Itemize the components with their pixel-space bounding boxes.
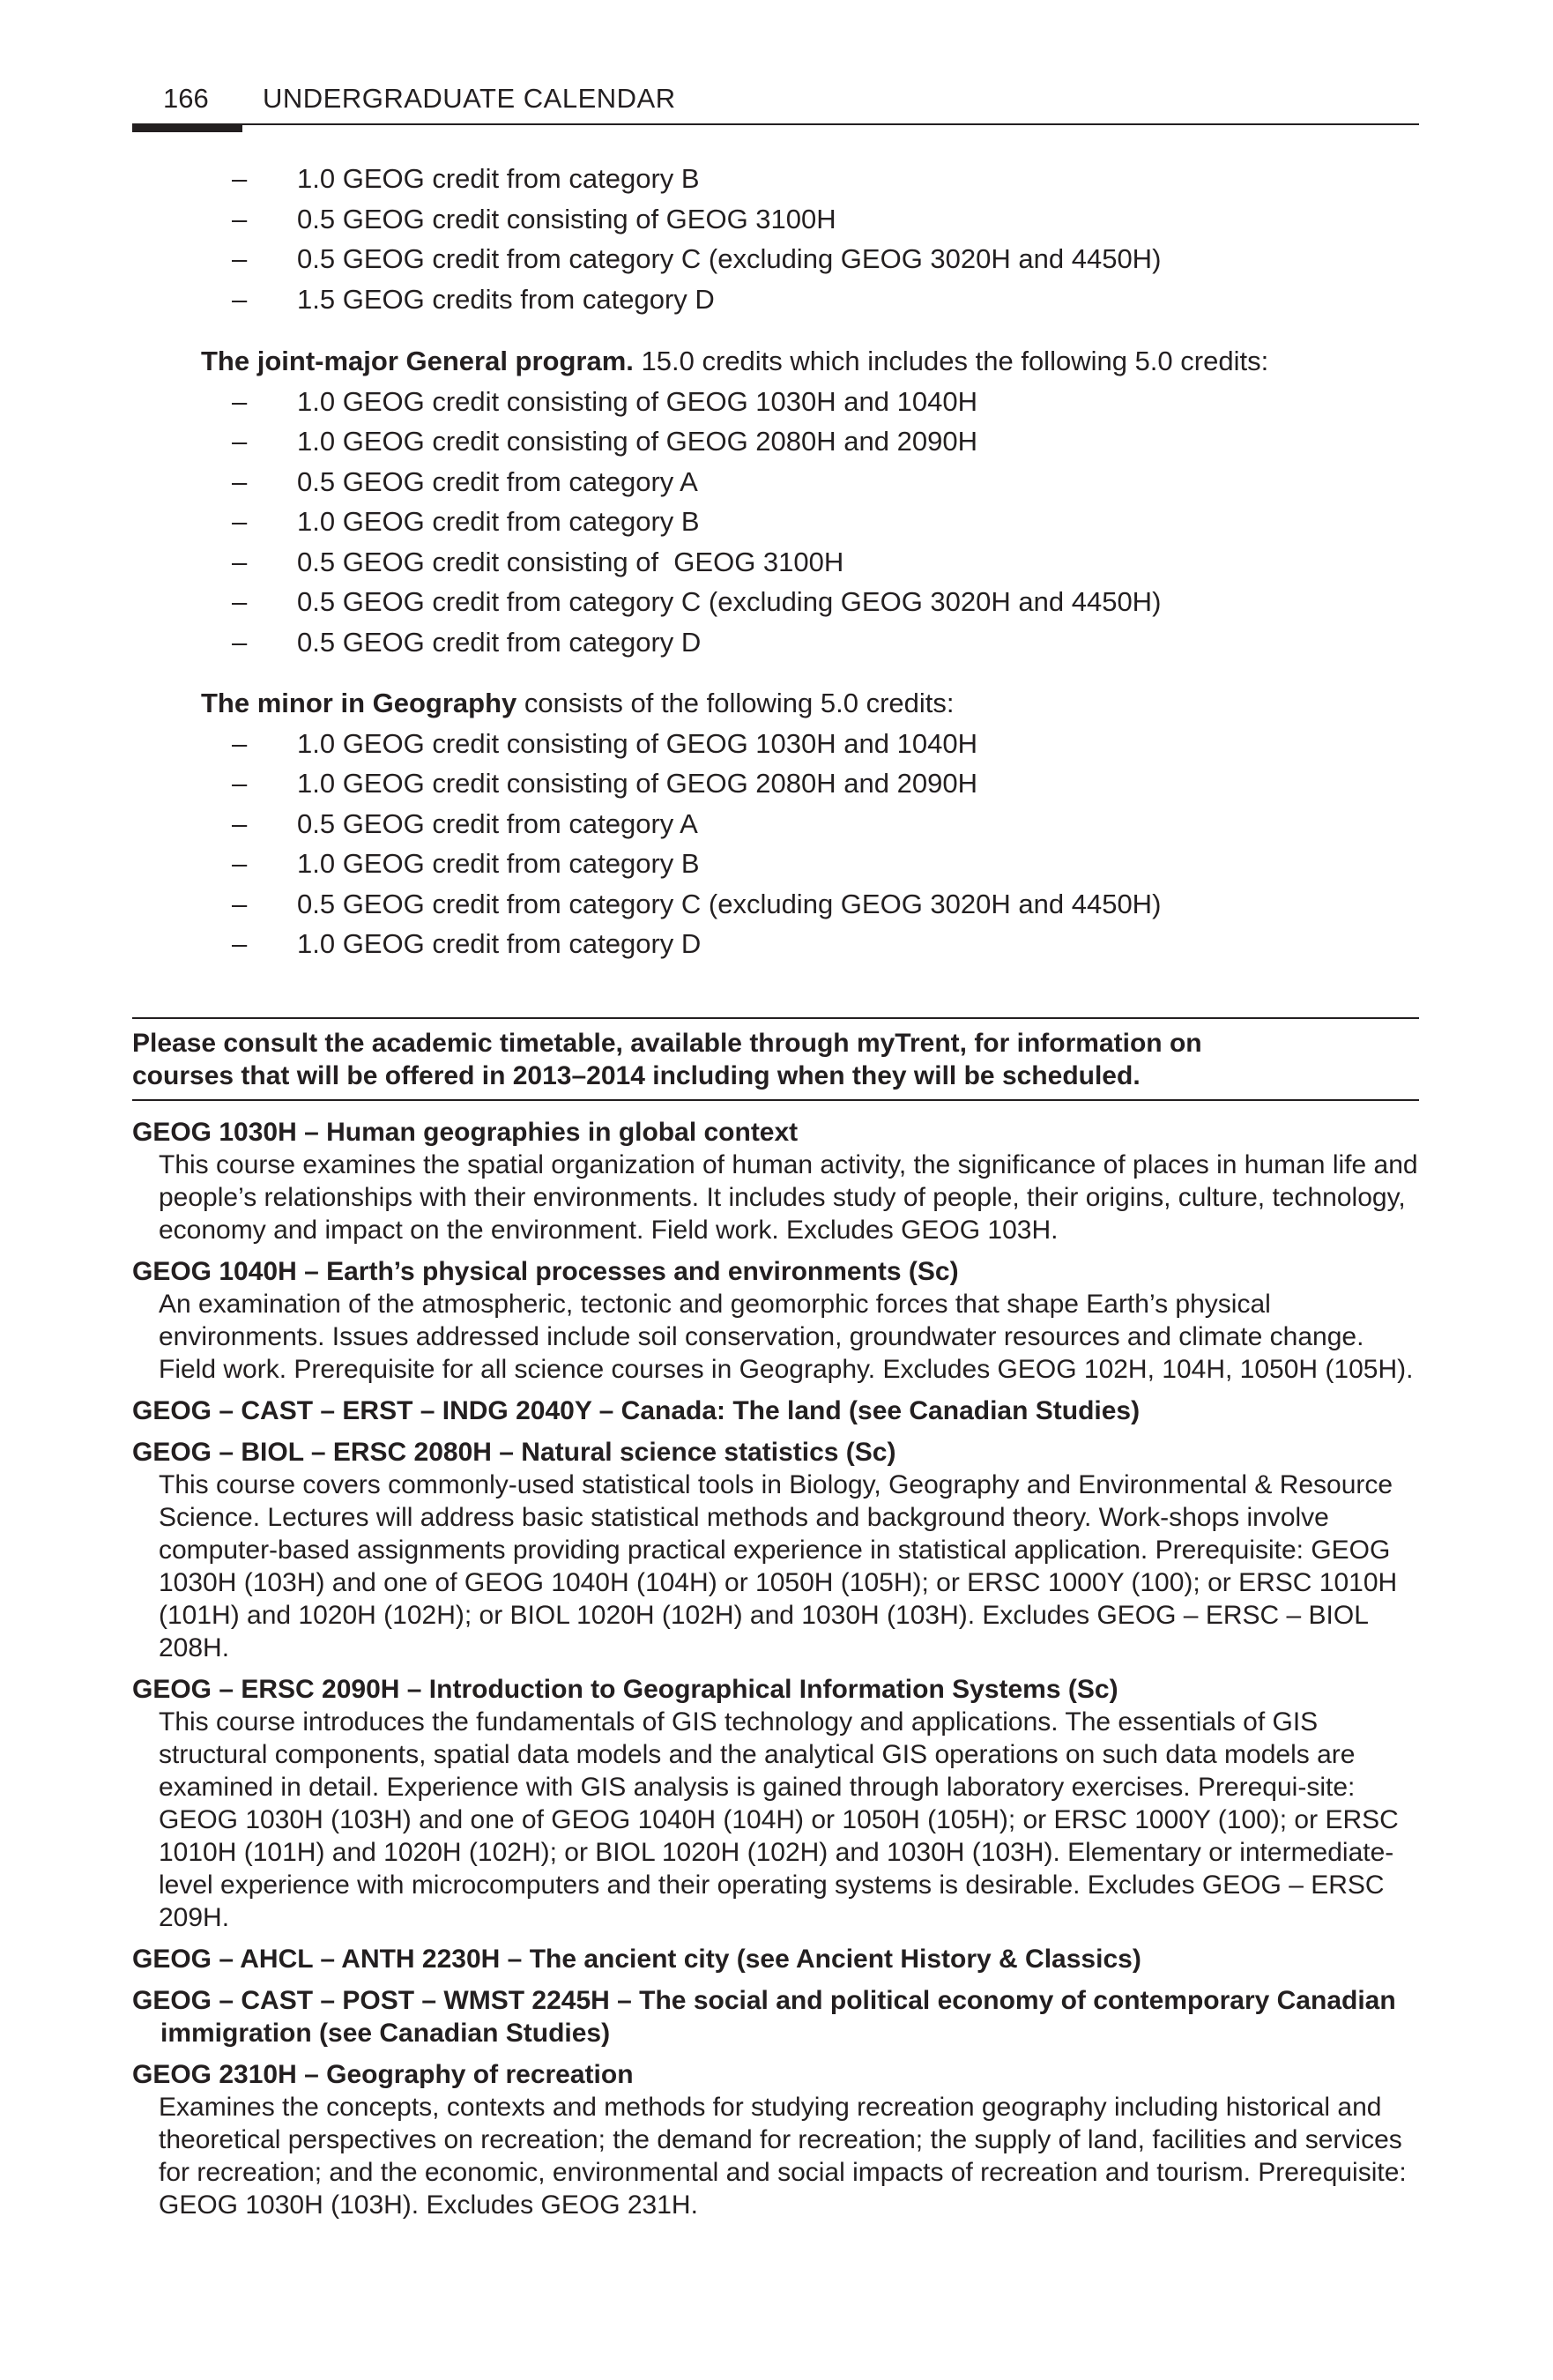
list-item [232, 279, 1417, 320]
dash: – [232, 888, 248, 919]
dash: – [232, 807, 248, 839]
list-item-text: 0.5 GEOG credit from category D [297, 626, 702, 658]
notice-line: Please consult the academic timetable, available through myTrent, for information on [132, 1029, 1202, 1058]
list-item [232, 763, 1417, 804]
program-name: The joint-major General program. [201, 346, 634, 376]
course-entry [132, 2058, 1419, 2221]
list-item-text: 1.0 GEOG credit consisting of GEOG 2080H and 2090H [297, 426, 977, 457]
course-entry [132, 1116, 1419, 1246]
list-item [232, 724, 1417, 764]
list-item-text: 0.5 GEOG credit from category C (excluding GEOG 3020H and 4450H) [297, 586, 1162, 617]
requirements-list [201, 724, 1417, 964]
continued-requirements [201, 159, 1417, 319]
course-title: GEOG 1040H – Earth’s physical processes and environments (Sc) [132, 1257, 959, 1286]
dash: – [232, 465, 248, 497]
course-title: GEOG – ERSC 2090H – Introduction to Geographical Information Systems (Sc) [132, 1675, 1118, 1704]
program-name: The minor in Geography [201, 688, 517, 718]
program-lead [201, 341, 1417, 382]
program-lead [201, 683, 1417, 724]
list-item-text: 1.5 GEOG credits from category D [297, 283, 715, 315]
notice-line: courses that will be offered in 2013–2014 including when they will be scheduled. [132, 1061, 1141, 1090]
list-item-text: 1.0 GEOG credit from category B [297, 848, 700, 879]
dash: – [232, 586, 248, 617]
program-summary: consists of the following 5.0 credits: [516, 688, 955, 718]
list-item [232, 542, 1417, 583]
requirements-list [201, 159, 1417, 319]
course-title: GEOG – CAST – ERST – INDG 2040Y – Canada: The land (see Canadian Studies) [132, 1396, 1141, 1425]
list-item-text: 0.5 GEOG credit consisting of GEOG 3100H [297, 546, 844, 577]
list-item-text: 0.5 GEOG credit from category C (excluding GEOG 3020H and 4450H) [297, 243, 1162, 274]
dash: – [232, 385, 248, 417]
list-item [232, 199, 1417, 240]
dash: – [232, 283, 248, 315]
course-entry [132, 1255, 1419, 1386]
list-item-text: 0.5 GEOG credit from category A [297, 807, 698, 839]
course-entry [132, 1943, 1419, 1975]
requirements-list [201, 382, 1417, 663]
dash: – [232, 243, 248, 274]
list-item [232, 421, 1417, 462]
dash: – [232, 768, 248, 799]
course-listings [132, 1116, 1419, 2230]
course-title: GEOG 1030H – Human geographies in global context [132, 1118, 799, 1147]
minor-in-geography [201, 683, 1417, 964]
dash: – [232, 848, 248, 879]
header-rule [132, 123, 1419, 125]
list-item [232, 239, 1417, 279]
running-title: UNDERGRADUATE CALENDAR [263, 83, 676, 114]
list-item-text: 0.5 GEOG credit from category A [297, 465, 698, 497]
list-item [232, 844, 1417, 884]
dash: – [232, 546, 248, 577]
dash: – [232, 727, 248, 759]
list-item [232, 582, 1417, 622]
list-item-text: 0.5 GEOG credit from category C (excluding GEOG 3020H and 4450H) [297, 888, 1162, 919]
course-title: GEOG – CAST – POST – WMST 2245H – The social and political economy of contemporary Canadian immigration (see Canadian Studies) [132, 1986, 1396, 2048]
list-item-text: 1.0 GEOG credit from category B [297, 163, 700, 194]
course-description: An examination of the atmospheric, tectonic and geomorphic forces that shape Earth’s physical environments. Issues addressed include soil conservation, groundwater resources and climate change. Field work. Prerequisite for all science courses in Geography. Excludes GEOG 102H, 104H, 1050H (105H). [159, 1290, 1414, 1384]
course-entry [132, 1395, 1419, 1427]
list-item [232, 382, 1417, 422]
list-item [232, 502, 1417, 542]
list-item-text: 1.0 GEOG credit from category B [297, 506, 700, 537]
list-item-text: 1.0 GEOG credit consisting of GEOG 2080H and 2090H [297, 768, 977, 799]
list-item-text: 1.0 GEOG credit consisting of GEOG 1030H and 1040H [297, 727, 977, 759]
notice-top-rule [132, 1017, 1419, 1019]
course-title: GEOG – BIOL – ERSC 2080H – Natural science statistics (Sc) [132, 1438, 896, 1467]
header-tab-bar [132, 123, 242, 132]
list-item [232, 884, 1417, 925]
dash: – [232, 163, 248, 194]
joint-major-general-program [201, 341, 1417, 662]
list-item-text: 0.5 GEOG credit consisting of GEOG 3100H [297, 203, 836, 234]
dash: – [232, 928, 248, 959]
list-item [232, 462, 1417, 502]
course-entry [132, 1436, 1419, 1664]
page-header [132, 81, 1419, 125]
list-item-text: 1.0 GEOG credit consisting of GEOG 1030H and 1040H [297, 385, 977, 417]
list-item [232, 159, 1417, 199]
course-description: This course covers commonly-used statistical tools in Biology, Geography and Environmental & Resource Science. Lectures will address basic statistical methods and background theory. Work-shops involve computer-based assignments providing practical experience in statistical application. Prerequisite: GEOG 1030H (103H) and one of GEOG 1040H (104H) or 1050H (105H); or ERSC 1000Y (100); or ERSC 1010H (101H) and 1020H (102H); or BIOL 1020H (102H) and 1030H (103H). Excludes GEOG – ERSC – BIOL 208H. [159, 1470, 1398, 1662]
list-item-text: 1.0 GEOG credit from category D [297, 928, 702, 959]
course-entry [132, 1984, 1419, 2049]
page-number: 166 [163, 83, 209, 114]
course-description: Examines the concepts, contexts and methods for studying recreation geography including historical and theoretical perspectives on recreation; the demand for recreation; the supply of land, facilities and services for recreation; and the economic, environmental and social impacts of recreation and tourism. Prerequisite: GEOG 1030H (103H). Excludes GEOG 231H. [159, 2093, 1407, 2220]
list-item [232, 924, 1417, 964]
dash: – [232, 506, 248, 537]
list-item [232, 804, 1417, 844]
course-entry [132, 1673, 1419, 1934]
dash: – [232, 626, 248, 658]
course-title: GEOG – AHCL – ANTH 2230H – The ancient city (see Ancient History & Classics) [132, 1945, 1141, 1974]
program-summary: 15.0 credits which includes the following 5.0 credits: [633, 346, 1269, 376]
dash: – [232, 426, 248, 457]
list-item [232, 622, 1417, 663]
notice-bottom-rule [132, 1099, 1419, 1101]
course-title: GEOG 2310H – Geography of recreation [132, 2060, 634, 2089]
timetable-notice [132, 1027, 1419, 1092]
course-description: This course introduces the fundamentals of GIS technology and applications. The essentials of GIS structural components, spatial data models and the analytical GIS operations on such data models are examined in detail. Experience with GIS analysis is gained through laboratory exercises. Prerequi-site: GEOG 1030H (103H) and one of GEOG 1040H (104H) or 1050H (105H); or ERSC 1000Y (100); or ERSC 1010H (101H) and 1020H (102H); or BIOL 1020H (102H) and 1030H (103H). Elementary or intermediate-level experience with microcomputers and their operating systems is desirable. Excludes GEOG – ERSC 209H. [159, 1707, 1399, 1932]
dash: – [232, 203, 248, 234]
course-description: This course examines the spatial organization of human activity, the significance of places in human life and people’s relationships with their environments. It includes study of people, their origins, culture, technology, economy and impact on the environment. Field work. Excludes GEOG 103H. [159, 1150, 1418, 1245]
